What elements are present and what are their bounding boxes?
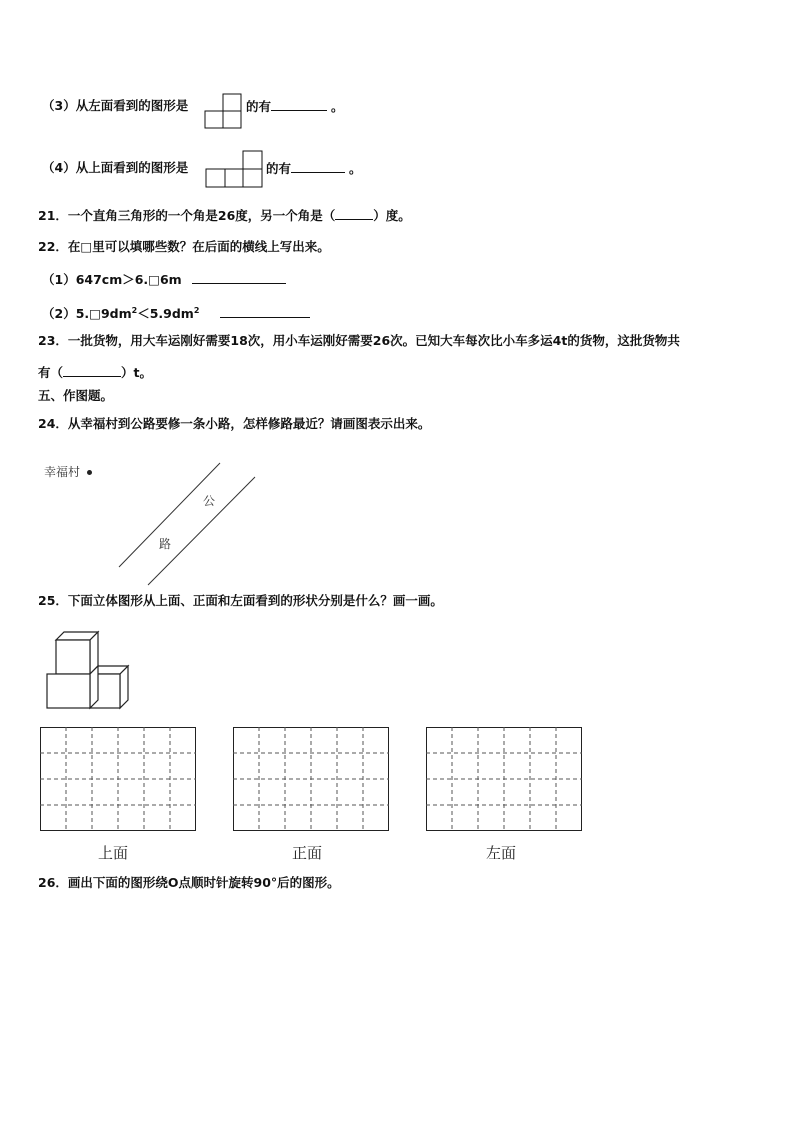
q20-4-prefix: （4）从上面看到的图形是 <box>42 160 189 175</box>
grid-label-left: 左面 <box>486 844 517 862</box>
q21-line <box>38 207 411 224</box>
q20-3-prefix: （3）从左面看到的图形是 <box>42 98 189 113</box>
q20-4-suffix-line <box>266 160 362 177</box>
q20-3-suffix: 的有 <box>246 99 272 114</box>
grid-label-front: 正面 <box>292 844 323 862</box>
top-view-figure <box>205 150 263 189</box>
q21-text: 21．一个直角三角形的一个角是26度，另一个角是（ <box>38 208 336 223</box>
q23-answer-blank[interactable] <box>63 364 121 377</box>
q22-sub2-b: ＜5.9dm <box>137 306 194 322</box>
q24-text: 24．从幸福村到公路要修一条小路，怎样修路最近？请画图表示出来。 <box>38 416 431 431</box>
village-dot <box>87 470 92 475</box>
village-name: 幸福村 <box>44 465 81 479</box>
road-edge-lower <box>148 477 255 585</box>
q22-sub2-sup2: 2 <box>193 306 200 315</box>
left-view-figure <box>204 93 242 129</box>
q20-3-suffix-line <box>246 98 344 115</box>
q20-4-end: 。 <box>349 161 362 176</box>
q25-line <box>38 593 443 609</box>
q20-3-answer-blank[interactable] <box>271 98 327 111</box>
cube-stack-figure <box>44 628 132 712</box>
q23-line2-b: ）t。 <box>121 365 152 380</box>
grid-top-view[interactable] <box>40 727 197 832</box>
q20-4-line <box>42 160 188 176</box>
q22-sub2-sup1: 2 <box>131 306 138 315</box>
q20-4-suffix: 的有 <box>266 161 292 176</box>
grid-left-view[interactable] <box>426 727 583 832</box>
q20-3-line <box>42 98 188 114</box>
q20-3-end: 。 <box>331 99 344 114</box>
section5-heading <box>38 388 113 404</box>
q26-text: 26．画出下面的图形绕O点顺时针旋转90°后的图形。 <box>38 875 340 890</box>
road-diagram <box>110 455 270 595</box>
q22-sub2-answer-blank[interactable] <box>220 305 310 318</box>
road-char-1: 公 <box>203 494 216 508</box>
q22-text: 22．在□里可以填哪些数？在后面的横线上写出来。 <box>38 239 330 254</box>
section5-text: 五、作图题。 <box>38 388 114 403</box>
grid-front-view[interactable] <box>233 727 390 832</box>
q26-line <box>38 875 340 891</box>
q24-line <box>38 416 430 432</box>
q25-text: 25．下面立体图形从上面、正面和左面看到的形状分别是什么？画一画。 <box>38 593 443 608</box>
q23-line <box>38 333 680 349</box>
q23-line2-a: 有（ <box>38 365 64 380</box>
grid-label-top: 上面 <box>98 844 129 862</box>
q22-sub1-answer-blank[interactable] <box>192 271 286 284</box>
q22-sub1-line <box>42 271 286 288</box>
q22-sub2-line <box>42 303 310 322</box>
q21-answer-blank[interactable] <box>335 207 373 220</box>
q23-line2 <box>38 364 152 381</box>
q21-end: ）度。 <box>373 208 411 223</box>
village-label <box>44 463 92 480</box>
q23-text: 23．一批货物，用大车运刚好需要18次，用小车运刚好需要26次。已知大车每次比小车多运4t的货物，这批货物共 <box>38 333 680 348</box>
q22-sub2-a: （2）5.□9dm <box>42 306 132 322</box>
q22-sub1-text: （1）647cm＞6.□6m <box>42 272 182 287</box>
q20-4-answer-blank[interactable] <box>291 160 345 173</box>
road-char-2: 路 <box>159 537 172 551</box>
q22-line <box>38 239 330 255</box>
